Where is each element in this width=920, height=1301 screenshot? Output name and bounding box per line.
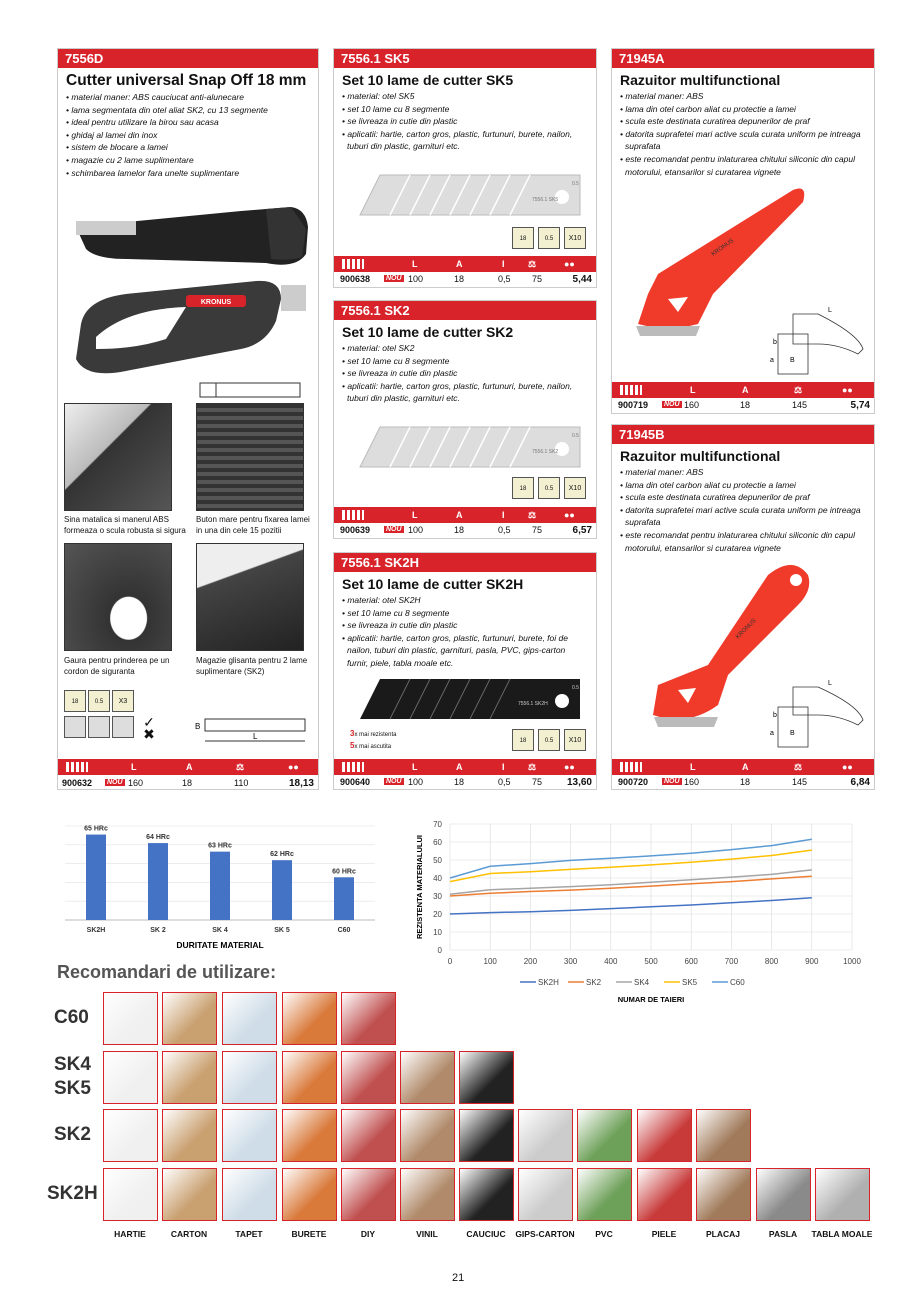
material-tile — [518, 1109, 573, 1162]
brand-logo: KRONUS — [735, 618, 758, 641]
product-title: Set 10 lame de cutter SK5 — [342, 72, 514, 88]
y-tick-label: 0 — [437, 946, 442, 955]
check-icon: ✓ ✖ — [143, 714, 155, 742]
pack-count-icon: X10 — [564, 227, 586, 249]
blade-thickness-icon: 0.5 — [88, 690, 110, 712]
x-axis-label: DURITATE MATERIAL — [176, 940, 264, 950]
sharpness-note: 5x mai ascutita — [350, 741, 392, 750]
svg-text:7556.1 SK2H: 7556.1 SK2H — [518, 701, 548, 707]
material-tile — [459, 1168, 514, 1221]
blade-image — [340, 425, 585, 471]
material-tile — [103, 1168, 158, 1221]
material-tile — [282, 992, 337, 1045]
pack-count-icon: X3 — [112, 690, 134, 712]
coins-icon: ●● — [564, 259, 575, 269]
material-label: HARTIE — [114, 1229, 146, 1239]
product-bullets: • material maner: ABS • lama din otel carbon aliat cu protectie a lamei • scula este destinata curatirea depunerilor de praf • datorita suprafetei mari active scula curata uniform pe intreaga suprafata • este recomandat pentru inlaturarea chitului siliconic din capul motorului, etansarilor si curatarea vignete — [620, 467, 861, 553]
pack-count-icon: X10 — [564, 729, 586, 751]
svg-text:7556.1 SK5: 7556.1 SK5 — [532, 197, 559, 203]
coins-icon: ●● — [564, 762, 575, 772]
product-bullets: • material: otel SK5 • set 10 lame cu 8 segmente • se livreaza in cutie din plastic • aplicatii: hartie, carton gros, plastic, furtunuri, burete, nailon, tuburi din plastic, garnituri etc. — [342, 91, 573, 152]
material-tile — [103, 1109, 158, 1162]
x-tick-label: 500 — [644, 957, 658, 966]
svg-text:b: b — [773, 712, 777, 719]
x-tick-label: 900 — [805, 957, 819, 966]
material-label: VINIL — [416, 1229, 438, 1239]
material-tile — [162, 1051, 217, 1104]
blade-width-icon: 18 — [512, 729, 534, 751]
product-title: Razuitor multifunctional — [620, 448, 781, 464]
material-label: BURETE — [291, 1229, 327, 1239]
tick-label: SK 4 — [212, 927, 228, 934]
x-tick-label: 400 — [604, 957, 618, 966]
detail-photo-hole — [64, 543, 172, 651]
material-tile — [400, 1109, 455, 1162]
bullet: • material maner: ABS cauciucat anti-alunecare — [66, 92, 244, 102]
svg-text:0.5: 0.5 — [572, 685, 579, 691]
material-tile — [162, 1109, 217, 1162]
y-tick-label: 60 — [433, 838, 442, 847]
blade-width-icon: 18 — [512, 477, 534, 499]
svg-text:L: L — [828, 680, 832, 687]
product-bullets: • material: otel SK2H • set 10 lame cu 8 segmente • se livreaza in cutie din plastic • aplicatii: hartie, carton gros, plastic, furtunuri, burete, foi de nailon, tuburi din plastic, garnituri, pasla, PVC, gips-carton furnir, piele, tabla moale etc. — [342, 595, 568, 668]
legend-label: SK5 — [682, 978, 698, 987]
series-line — [450, 876, 812, 896]
product-code: 7556D — [58, 49, 318, 68]
barcode-icon — [620, 385, 642, 395]
price-header: L A I ⚖ ●● — [334, 507, 596, 523]
y-axis-label: REZISTENTA MATERIALULUI — [415, 834, 424, 940]
material-tile — [756, 1168, 811, 1221]
svg-text:0.5: 0.5 — [572, 181, 579, 187]
material-tile — [282, 1109, 337, 1162]
weight-icon: ⚖ — [794, 385, 803, 395]
material-tile — [518, 1168, 573, 1221]
material-tile — [103, 992, 158, 1045]
price-header: L A I ⚖ ●● — [334, 256, 596, 272]
detail-photo-magazine — [196, 543, 304, 651]
scraper-image — [618, 184, 868, 384]
material-tile — [222, 1168, 277, 1221]
material-tile — [400, 1051, 455, 1104]
coins-icon: ●● — [842, 385, 853, 395]
x-axis-label: NUMAR DE TAIERI — [617, 995, 685, 1004]
weight-icon: ⚖ — [528, 762, 537, 772]
material-label: PLACAJ — [705, 1229, 740, 1239]
svg-text:0.5: 0.5 — [572, 433, 579, 439]
svg-text:B: B — [790, 357, 795, 364]
product-card-sk2h — [333, 552, 597, 790]
resistance-line-chart — [410, 812, 880, 1012]
coins-icon: ●● — [842, 762, 853, 772]
legend-label: SK2H — [538, 978, 559, 987]
caption: Magazie glisanta pentru 2 lame suplimentare (SK2) — [196, 656, 308, 676]
svg-text:L: L — [253, 732, 258, 741]
strength-note: 3x mai rezistenta — [350, 729, 397, 738]
material-tile — [162, 992, 217, 1045]
x-tick-label: 300 — [563, 957, 578, 966]
bar — [210, 852, 230, 920]
barcode-icon — [342, 259, 364, 269]
bullet: • ideal pentru utilizare la birou sau acasa — [66, 117, 219, 128]
price-header: L A I ⚖ ●● — [334, 759, 596, 775]
dimension-drawing — [193, 713, 313, 747]
product-title: Razuitor multifunctional — [620, 72, 781, 88]
product-bullets: • material maner: ABS • lama din otel carbon aliat cu protectie a lamei • scula este destinata curatirea depunerilor de praf • datorita suprafetei mari active scula curata uniform pe intreaga suprafata • este recomandat pentru inlaturarea chitului siliconic din capul motorului, etansarilor si curatarea vignete — [620, 91, 861, 177]
material-tile — [222, 1109, 277, 1162]
product-card-71945a — [611, 48, 875, 414]
product-title: Cutter universal Snap Off 18 mm — [66, 72, 307, 89]
price-row: 900639 NOU 100 18 0,5 75 6,57 — [340, 525, 592, 536]
material-tile — [696, 1109, 751, 1162]
material-tile — [637, 1168, 692, 1221]
x-tick-label: 100 — [483, 957, 497, 966]
material-label: PASLA — [768, 1229, 798, 1239]
barcode-icon — [342, 510, 364, 520]
product-code: 7556.1 SK2H — [334, 553, 596, 572]
material-tile — [341, 992, 396, 1045]
bar — [148, 843, 168, 920]
data-label: 64 HRc — [146, 834, 170, 842]
coins-icon: ●● — [288, 762, 299, 772]
bullet: • sistem de blocare a lamei — [66, 142, 168, 153]
y-tick-label: 40 — [433, 874, 442, 883]
product-code: 71945B — [612, 425, 874, 444]
barcode-icon — [342, 762, 364, 772]
product-title: Set 10 lame de cutter SK2H — [342, 576, 524, 592]
material-label: GIPS-CARTON — [515, 1229, 575, 1239]
bar — [272, 860, 292, 920]
product-title: Set 10 lame de cutter SK2 — [342, 324, 514, 340]
weight-icon: ⚖ — [528, 510, 537, 520]
product-card-sk2 — [333, 300, 597, 539]
y-tick-label: 70 — [433, 820, 442, 829]
usage-icon — [64, 716, 86, 738]
data-label: 60 HRc — [332, 868, 356, 876]
svg-text:a: a — [770, 357, 774, 364]
svg-text:b: b — [773, 339, 777, 346]
rec-row-label: SK2 — [54, 1124, 91, 1145]
material-tile — [459, 1051, 514, 1104]
product-card-sk5 — [333, 48, 597, 288]
material-tile — [222, 1051, 277, 1104]
material-label: TABLA MOALE — [811, 1229, 873, 1239]
series-line — [450, 898, 812, 914]
y-tick-label: 50 — [433, 856, 442, 865]
tick-label: SK 2 — [150, 927, 166, 934]
caption: Gaura pentru prinderea pe un cordon de siguranta — [64, 656, 170, 676]
data-label: 63 HRc — [208, 842, 232, 850]
caption: Sina matalica si manerul ABS formeaza o scula robusta si sigura — [64, 515, 186, 535]
brand-logo: KRONUS — [710, 237, 736, 258]
barcode-icon — [66, 762, 88, 772]
material-label: CAUCIUC — [466, 1229, 506, 1239]
scraper-image — [618, 555, 868, 755]
price-header: L A ⚖ ●● — [612, 759, 874, 775]
material-tile — [222, 992, 277, 1045]
blade-image — [340, 173, 585, 219]
y-tick-label: 10 — [433, 928, 442, 937]
material-label: PIELE — [651, 1229, 677, 1239]
bullet: • lama segmentata din otel aliat SK2, cu 13 segmente — [66, 104, 268, 115]
material-tile — [577, 1168, 632, 1221]
svg-text:B: B — [790, 730, 795, 737]
data-label: 65 HRc — [84, 825, 108, 833]
legend-label: C60 — [730, 978, 745, 987]
legend-label: SK4 — [634, 978, 650, 987]
svg-text:B: B — [195, 722, 201, 731]
product-bullets: • material: otel SK2 • set 10 lame cu 8 segmente • se livreaza in cutie din plastic • aplicatii: hartie, carton gros, plastic, furtunuri, burete, nailon, tuburi din plastic, garnituri etc. — [342, 343, 573, 404]
usage-icon — [112, 716, 134, 738]
material-tile — [400, 1168, 455, 1221]
material-label: CARTON — [170, 1229, 208, 1239]
material-tile — [282, 1168, 337, 1221]
material-tile — [637, 1109, 692, 1162]
x-tick-label: 800 — [764, 957, 779, 966]
product-code: 71945A — [612, 49, 874, 68]
rec-row-label: SK2H — [47, 1183, 98, 1204]
blade-width-icon: 18 — [512, 227, 534, 249]
product-code: 7556.1 SK2 — [334, 301, 596, 320]
price-row: 900720 NOU 160 18 145 6,84 — [618, 777, 870, 788]
blade-width-icon: 18 — [64, 690, 86, 712]
rec-row-label: C60 — [54, 1007, 89, 1028]
y-tick-label: 20 — [433, 910, 442, 919]
bullet: • ghidaj al lamei din inox — [66, 129, 158, 140]
product-card-71945b — [611, 424, 875, 790]
hardness-bar-chart — [60, 812, 380, 957]
price-header: L A ⚖ ●● — [612, 382, 874, 398]
x-tick-label: 1000 — [843, 957, 861, 966]
blade-thickness-icon: 0.5 — [538, 227, 560, 249]
blade-thickness-icon: 0.5 — [538, 729, 560, 751]
brand-logo: KRONUS — [200, 299, 232, 306]
x-tick-label: 700 — [724, 957, 739, 966]
detail-photo-rail — [64, 403, 172, 511]
material-tile — [341, 1051, 396, 1104]
tick-label: C60 — [337, 927, 351, 934]
detail-photo-button — [196, 403, 304, 511]
product-bullets — [58, 91, 318, 179]
y-tick-label: 30 — [433, 892, 442, 901]
material-label: TAPET — [235, 1229, 263, 1239]
cutter-image — [66, 199, 311, 399]
material-tile — [103, 1051, 158, 1104]
rec-row-label: SK4 SK5 — [54, 1054, 91, 1099]
data-label: 62 HRc — [270, 851, 294, 859]
material-tile — [696, 1168, 751, 1221]
material-tile — [577, 1109, 632, 1162]
x-tick-label: 600 — [684, 957, 698, 966]
material-tile — [459, 1109, 514, 1162]
weight-icon: ⚖ — [236, 762, 245, 772]
material-label: PVC — [595, 1229, 613, 1239]
price-row: 900632 NOU 160 18 110 18,13 — [62, 778, 314, 789]
price-row: 900638 NOU 100 18 0,5 75 5,44 — [340, 274, 592, 285]
price-row: 900640 NOU 100 18 0,5 75 13,60 — [340, 777, 592, 788]
svg-text:7556.1 SK2: 7556.1 SK2 — [532, 449, 559, 455]
bullet: • magazie cu 2 lame suplimentare — [66, 154, 194, 165]
material-tile — [282, 1051, 337, 1104]
tick-label: SK2H — [86, 927, 106, 934]
legend-label: SK2 — [586, 978, 602, 987]
product-code: 7556.1 SK5 — [334, 49, 596, 68]
blade-thickness-icon: 0.5 — [538, 477, 560, 499]
bar — [334, 877, 354, 920]
weight-icon: ⚖ — [528, 259, 537, 269]
x-tick-label: 0 — [447, 957, 453, 966]
page-number: 21 — [452, 1272, 465, 1284]
price-row: 900719 NOU 160 18 145 5,74 — [618, 400, 870, 411]
usage-icon — [88, 716, 110, 738]
blade-image — [340, 677, 585, 723]
coins-icon: ●● — [564, 510, 575, 520]
svg-text:L: L — [828, 307, 832, 314]
material-tile — [815, 1168, 870, 1221]
svg-text:a: a — [770, 730, 774, 737]
bar — [86, 835, 106, 920]
recommendations-title: Recomandari de utilizare: — [57, 962, 277, 982]
product-card-7556d — [57, 48, 319, 790]
weight-icon: ⚖ — [794, 762, 803, 772]
material-label: DIY — [360, 1229, 376, 1239]
pack-count-icon: X10 — [564, 477, 586, 499]
material-tile — [341, 1168, 396, 1221]
x-tick-label: 200 — [523, 957, 538, 966]
tick-label: SK 5 — [274, 927, 290, 934]
barcode-icon — [620, 762, 642, 772]
price-header: L A ⚖ ●● — [58, 759, 318, 775]
bullet: • schimbarea lamelor fara unelte suplimentare — [66, 167, 240, 178]
material-tile — [341, 1109, 396, 1162]
caption: Buton mare pentru fixarea lamei in una din cele 15 pozitii — [196, 515, 310, 535]
material-tile — [162, 1168, 217, 1221]
